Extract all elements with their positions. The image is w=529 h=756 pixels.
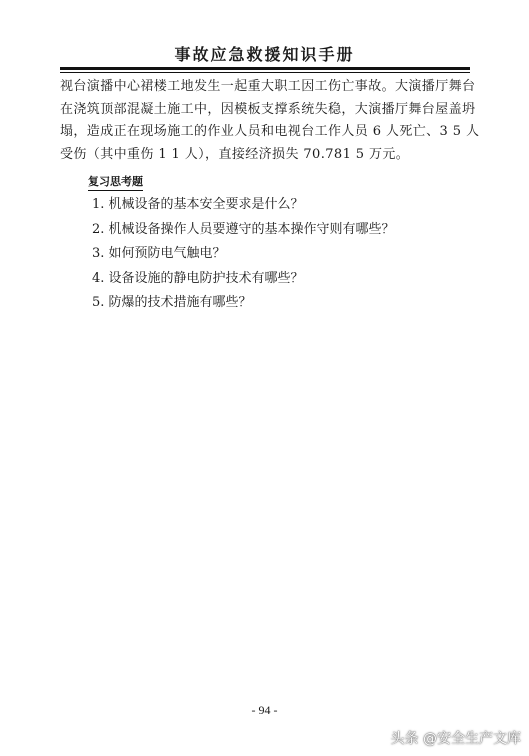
review-question-4: 4. 设备设施的静电防护技术有哪些？ — [92, 270, 304, 286]
header-rule-thick — [60, 67, 470, 70]
source-watermark: 头条 @安全生产文库 — [390, 731, 521, 747]
review-question-2: 2. 机械设备操作人员要遵守的基本操作守则有哪些？ — [92, 221, 395, 237]
body-paragraph: 视台演播中心裙楼工地发生一起重大职工因工伤亡事故。大演播厅舞台在浇筑顶部混凝土施工中，因模板支撑系统失稳，大演播厅舞台屋盖坍塌，造成正在现场施工的作业人员和电视台工作人员 6 人死亡、3 5 人受伤（其中重伤 1 1 人），直接经济损失 70.781 5 万元。 — [60, 79, 480, 162]
page-header-title: 事故应急救援知识手册 — [174, 45, 355, 64]
review-question-list — [92, 193, 395, 316]
page-number: - 94 - — [251, 703, 278, 717]
review-section-title: 复习思考题 — [88, 175, 143, 191]
review-question-5: 5. 防爆的技术措施有哪些？ — [92, 295, 252, 310]
review-question-3: 3. 如何预防电气触电？ — [92, 246, 226, 261]
header-rule-thin — [60, 72, 470, 73]
review-question-1: 1. 机械设备的基本安全要求是什么？ — [92, 197, 304, 212]
